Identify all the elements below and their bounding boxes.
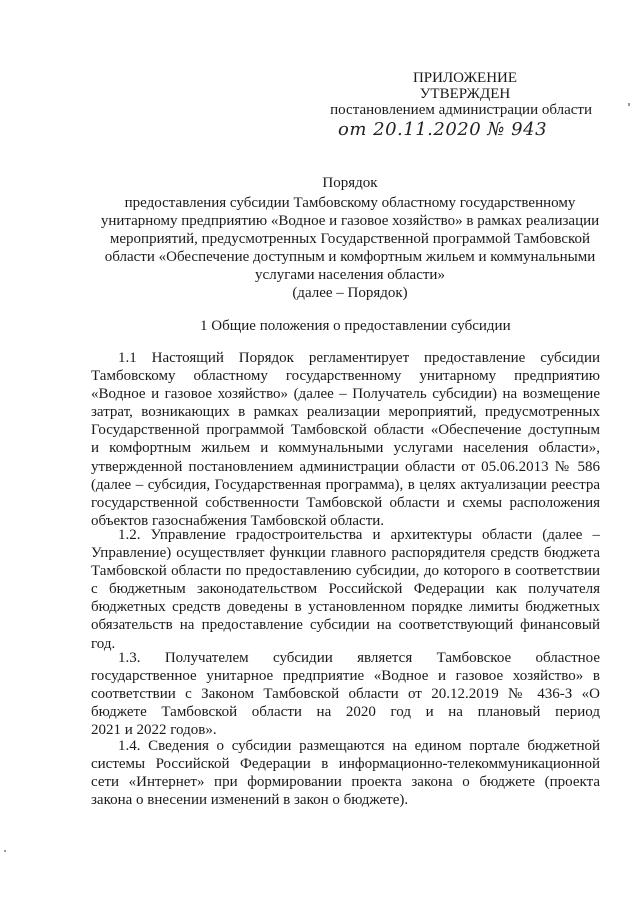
scan-speck	[628, 103, 630, 106]
text-line: и комфортным жильем и коммунальными услугами населения области»,	[91, 440, 600, 457]
text-line: 1.3. Получателем субсидии является Тамбовское областное	[118, 650, 600, 666]
title-line: (далее – Порядок)	[292, 285, 408, 301]
text-line: обязательств на предоставление субсидии на соответствующий финансовый	[91, 617, 600, 634]
paragraph-1-1	[91, 349, 600, 530]
text-line: Тамбовскому областному государственному унитарному предприятию	[91, 368, 600, 385]
text-line: государственное унитарное предприятие «Водное и газовое хозяйство» в	[91, 668, 600, 685]
scan-speck	[4, 850, 6, 852]
document-title	[70, 174, 630, 302]
appendix-label: ПРИЛОЖЕНИЕ	[412, 70, 518, 86]
approved-label: УТВЕРЖДЕН	[419, 86, 511, 102]
text-line: государственной собственности Тамбовской области и схемы расположения	[91, 494, 600, 511]
paragraph-1-4	[91, 737, 600, 809]
text-line: Тамбовской области по предоставлению субсидии, до которого в соответствии	[91, 563, 600, 580]
text-line: бюджете Тамбовской области на 2020 год и на плановый период	[91, 704, 600, 721]
text-line: 2021 и 2022 годов».	[91, 722, 217, 739]
text-line: (далее – субсидия, Государственная программа), в целях актуализации реестра	[91, 476, 600, 493]
text-line: объектов газоснабжения Тамбовской области.	[91, 512, 385, 529]
text-line: Государственной программой Тамбовской области «Обеспечение доступным	[91, 422, 600, 439]
paragraph-1-3	[91, 649, 600, 739]
approval-block	[300, 70, 600, 142]
paragraph-1-2	[91, 526, 600, 653]
section-heading: 1 Общие положения о предоставлении субсидии	[200, 318, 511, 334]
text-line: соответствии с Законом Тамбовской области от 20.12.2019 № 436-З «О	[91, 686, 600, 703]
text-line: год.	[91, 635, 116, 652]
title-line: предоставления субсидии Тамбовскому областному государственному	[124, 195, 576, 211]
handwritten-date-number: от 20.11.2020 № 943	[338, 119, 548, 140]
text-line: системы Российской Федерации в информационно-телекоммуникационной	[91, 756, 600, 773]
text-line: с бюджетным законодательством Российской Федерации как получателя	[91, 581, 600, 598]
title-line: Порядок	[322, 175, 378, 191]
text-line: затрат, возникающих в рамках реализации мероприятий, предусмотренных	[91, 404, 600, 421]
text-line: 1.4. Сведения о субсидии размещаются на едином портале бюджетной	[118, 738, 600, 754]
text-line: Управление) осуществляет функции главного распорядителя средств бюджета	[91, 545, 600, 562]
resolution-label: постановлением администрации области	[330, 102, 592, 118]
text-line: закона о внесении изменений в закон о бюджете).	[91, 792, 409, 809]
text-line: «Водное и газовое хозяйство» (далее – Получатель субсидии) на возмещение	[91, 386, 600, 403]
text-line: бюджетных средств доведены в установленном порядке лимиты бюджетных	[91, 599, 600, 616]
text-line: 1.2. Управление градостроительства и архитектуры области (далее –	[118, 527, 600, 543]
title-line: унитарному предприятию «Водное и газовое хозяйство» в рамках реализации	[100, 213, 600, 229]
text-line: утвержденной постановлением администрации области от 05.06.2013 № 586	[91, 458, 600, 475]
title-line: услугами населения области»	[255, 267, 445, 283]
title-line: области «Обеспечение доступным и комфортным жильем и коммунальными	[104, 249, 596, 265]
text-line: сети «Интернет» при формировании проекта закона о бюджете (проекта	[91, 774, 600, 791]
text-line: 1.1 Настоящий Порядок регламентирует предоставление субсидии	[118, 350, 600, 366]
title-line: мероприятий, предусмотренных Государственной программой Тамбовской	[109, 231, 591, 247]
